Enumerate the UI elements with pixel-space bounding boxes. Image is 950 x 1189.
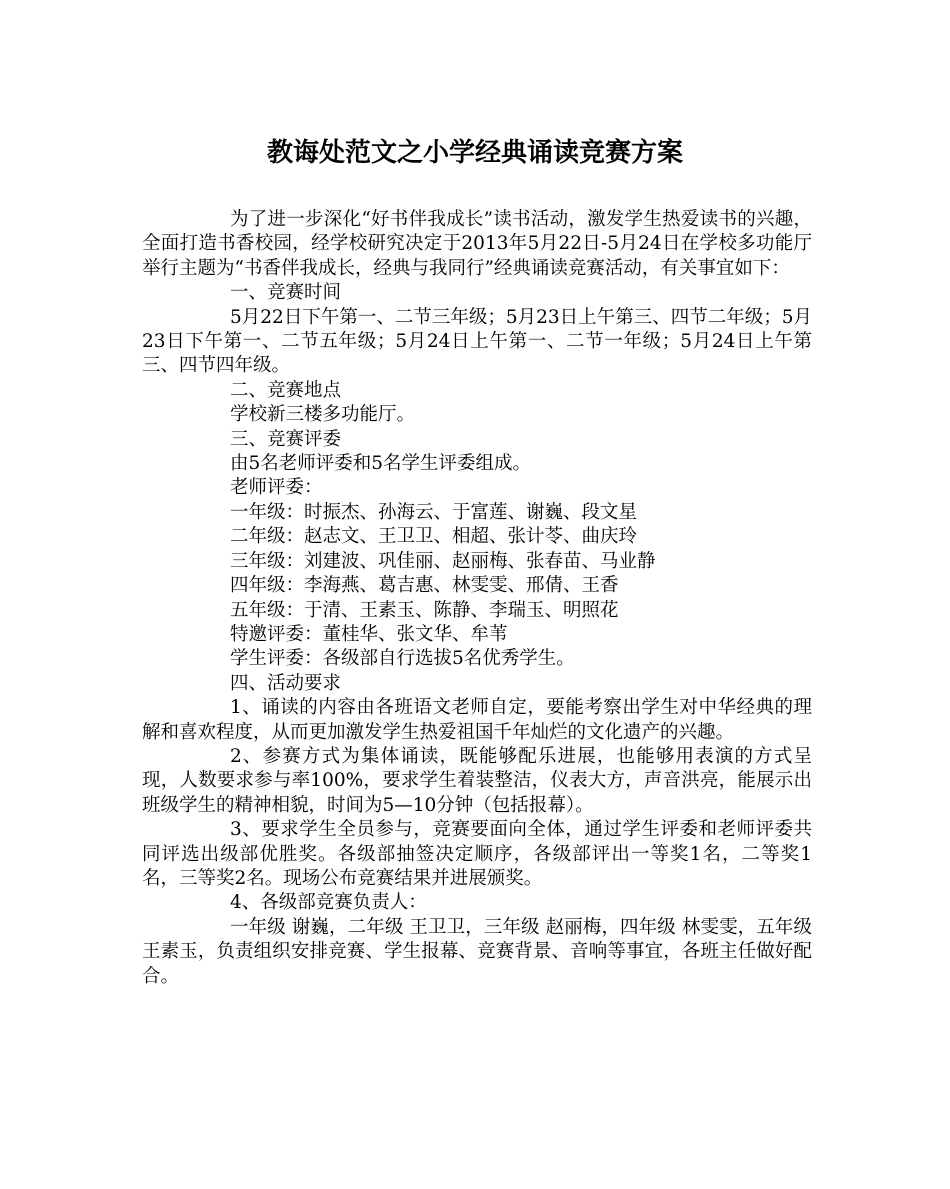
requirement-4: 4、各级部竞赛负责人： — [230, 892, 427, 914]
judges-grade-3: 三年级：刘建波、巩佳丽、赵丽梅、张春苗、马业静 — [230, 550, 656, 572]
paragraph-judges-composition: 由5名老师评委和5名学生评委组成。 — [230, 453, 532, 475]
requirement-2: 2、参赛方式为集体诵读，既能够配乐进展，也能够用表演的方式呈现，人数要求参与率100%，要求学生着装整洁，仪表大方，声音洪亮，能展示出班级学生的精神相貌，时间为5—10分钟（包括报幕）。 — [142, 745, 812, 816]
judges-grade-1: 一年级：时振杰、孙海云、于富莲、谢巍、段文星 — [230, 501, 638, 523]
document-body — [142, 208, 812, 989]
section-heading-requirements: 四、活动要求 — [230, 672, 342, 694]
section-heading-location: 二、竞赛地点 — [230, 379, 342, 401]
paragraph-intro: 为了进一步深化“好书伴我成长”读书活动，激发学生热爱读书的兴趣，全面打造书香校园，经学校研究决定于2013年5月22日-5月24日在学校多功能厅举行主题为“书香伴我成长，经典与我同行”经典诵读竞赛活动，有关事宜如下： — [142, 209, 812, 279]
judges-grade-5: 五年级：于清、王素玉、陈静、李瑞玉、明照花 — [230, 599, 619, 621]
judges-special: 特邀评委：董桂华、张文华、牟苇 — [230, 623, 508, 645]
judges-students: 学生评委：各级部自行选拔5名优秀学生。 — [230, 648, 575, 670]
document-title: 教诲处范文之小学经典诵读竞赛方案 — [266, 138, 683, 168]
paragraph-location: 学校新三楼多功能厅。 — [230, 404, 416, 426]
label-teacher-judges: 老师评委： — [230, 477, 323, 499]
requirement-3: 3、要求学生全员参与，竞赛要面向全体，通过学生评委和老师评委共同评选出级部优胜奖。各级部抽签决定顺序，各级部评出一等奖1名，二等奖1名，三等奖2名。现场公布竞赛结果并进展颁奖。 — [142, 819, 812, 889]
paragraph-schedule: 5月22日下午第一、二节三年级；5月23日上午第三、四节二年级；5月23日下午第一、二节五年级；5月24日上午第一、二节一年级；5月24日上午第三、四节四年级。 — [142, 306, 812, 377]
section-heading-time: 一、竞赛时间 — [230, 282, 342, 304]
section-heading-judges: 三、竞赛评委 — [230, 428, 342, 450]
requirement-1: 1、诵读的内容由各班语文老师自定，要能考察出学生对中华经典的理解和喜欢程度，从而更加激发学生热爱祖国千年灿烂的文化遗产的兴趣。 — [142, 697, 812, 743]
judges-grade-2: 二年级：赵志文、王卫卫、相超、张计苓、曲庆玲 — [230, 526, 638, 548]
judges-grade-4: 四年级：李海燕、葛吉惠、林雯雯、邢倩、王香 — [230, 575, 619, 597]
paragraph-responsible-persons: 一年级 谢巍，二年级 王卫卫，三年级 赵丽梅，四年级 林雯雯，五年级 王素玉，负责组织安排竞赛、学生报幕、竞赛背景、音响等事宜，各班主任做好配合。 — [142, 916, 812, 987]
